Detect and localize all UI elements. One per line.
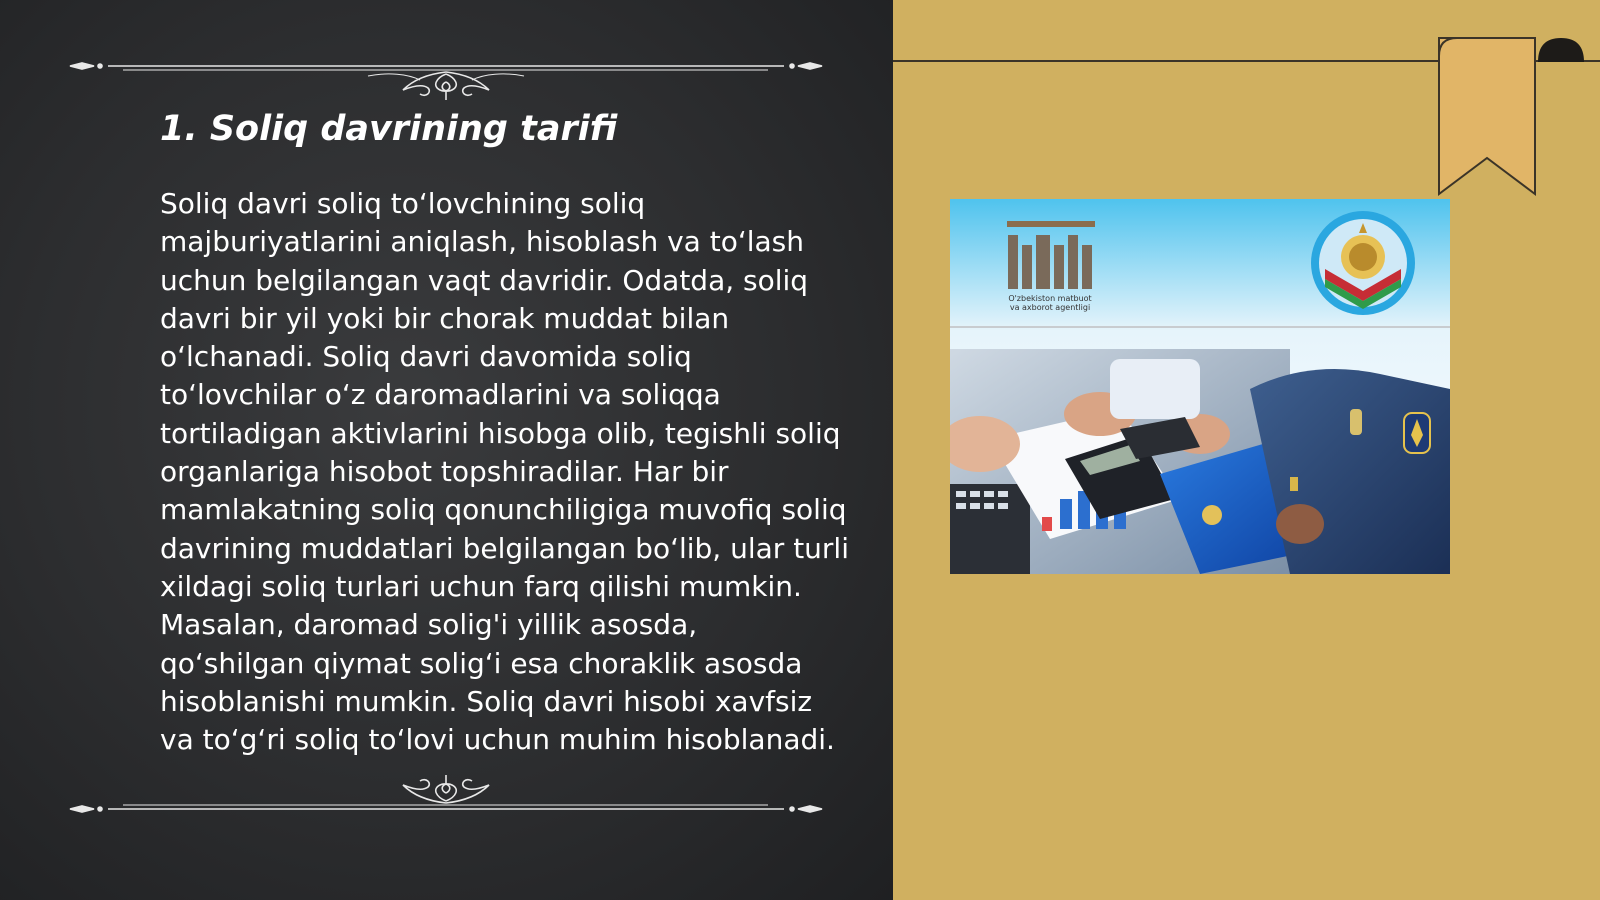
tax-illustration-image [950, 199, 1450, 574]
slide-title: 1. Soliq davrining tarifi [160, 109, 618, 149]
agency-caption-line2: va axborot agentligi [1009, 303, 1091, 312]
bookmark-ribbon-icon [1437, 36, 1537, 196]
uzbekistan-emblem-icon [1311, 211, 1415, 315]
slide-body-text: Soliq davri soliq to‘lovchining soliq majburiyatlarini aniqlash, hisoblash va to‘lash uchun belgilangan vaqt davridir. Odatda, soliq davri bir yil yoki bir chorak muddat bilan o‘lchanadi. Soliq davri davomida soliq to‘lovchilar o‘z daromadlarini va soliqqa tortiladigan aktivlarini hisobga olib, tegishli soliq organlariga hisobot topshiradilar. Har bir mamlakatning soliq qonunchiligiga muvofiq soliq davrining muddatlari belgilangan bo‘lib, ular turli xildagi soliq turlari uchun farq qilishi mumkin. Masalan, daromad solig'i yillik asosda, qo‘shilgan qiymat solig‘i esa choraklik asosda hisoblanishi mumkin. Soliq davri hisobi xavfsiz va to‘g‘ri soliq to‘lovi uchun muhim hisoblanadi. [160, 187, 849, 757]
top-ornament-divider [68, 50, 824, 100]
bottom-ornament-divider [68, 775, 824, 825]
ribbon-fold-icon [1536, 36, 1586, 62]
agency-caption-line1: O'zbekiston matbuot [1008, 294, 1092, 303]
